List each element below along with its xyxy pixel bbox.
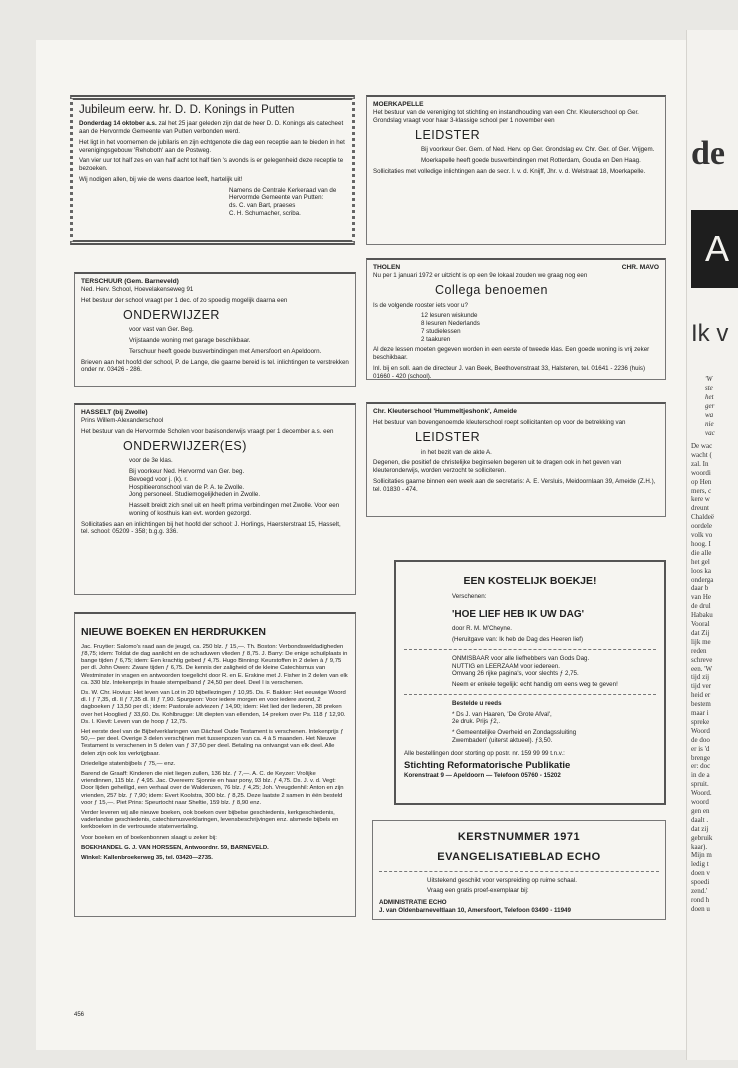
jubileum-date: Donderdag 14 oktober a.s. xyxy=(79,120,157,128)
terschuur-line-3: Terschuur heeft goede busverbindingen met Amersfoort en Apeldoorn. xyxy=(129,347,322,355)
facing-page-line: spreke xyxy=(691,717,710,726)
facing-page-line: mers, c xyxy=(691,486,712,495)
tholen-question: Is de volgende rooster iets voor u? xyxy=(373,301,468,309)
echo-divider xyxy=(379,871,659,872)
facing-page-line: woord xyxy=(691,798,709,806)
booklet-m3: Omvang 26 rijke pagina's, voor slechts ƒ 2,75. xyxy=(452,670,579,678)
moerkapelle-ad xyxy=(366,95,666,245)
ameide-line-1: in het bezit van de akte A. xyxy=(421,448,492,456)
facing-page-line: maar i xyxy=(691,709,709,717)
books-title: NIEUWE BOEKEN EN HERDRUKKEN xyxy=(81,626,266,638)
booklet-b2: 2e druk. Prijs ƒ2,. xyxy=(452,718,501,726)
facing-page-line: er: doc xyxy=(691,762,711,771)
hasselt-line-5: Jong personeel. Studiemogelijkheden in Zwolle. xyxy=(129,491,261,499)
booklet-b3: * Gemeentelijke Overheid en Zondagssluiting xyxy=(452,729,577,737)
tholen-position: Collega benoemen xyxy=(435,282,548,297)
booklet-author: door R. M. M'Cheyne. xyxy=(452,625,512,633)
moerkapelle-line-1: Bij voorkeur Ger. Gem. of Ned. Herv. op Ger. Grondslag ev. Chr. Ger. of Ger. Vrijgem. xyxy=(421,146,655,154)
facing-page-heading: Ik v xyxy=(691,320,729,347)
ameide-p2: Sollicitaties gaarne binnen een week aan de secretaris: A. E. Versluis, Meidoornlaan 39, Ameide (Z.H.), tel. 01830 - 474. xyxy=(373,477,656,493)
facing-page-line: heid er xyxy=(691,691,711,700)
books-p7: Voor boeken en of boekenbonnen slaagt u zeker bij: xyxy=(81,834,217,841)
facing-page-line: op Hen xyxy=(691,477,712,486)
terschuur-heading: TERSCHUUR (Gem. Barneveld) xyxy=(81,278,179,285)
facing-page-line: Vooral xyxy=(691,620,710,628)
terschuur-sub: Ned. Herv. School, Hoevelakenseweg 91 xyxy=(81,286,194,294)
ameide-ad xyxy=(366,402,666,517)
jubileum-p1: zal het 25 jaar geleden zijn dat de heer D. D. Konings als catecheet aan de Hervormde Gemeente van Putten verbonden werd. xyxy=(79,120,344,136)
facing-page-line: doen u xyxy=(691,904,710,913)
echo-address: J. van Oldenbarneveltlaan 10, Amersfoort, Telefoon 03490 - 11949 xyxy=(379,906,571,914)
facing-page-line: Chaldeë xyxy=(691,513,714,522)
hasselt-intro: Het bestuur van de Hervormde Scholen voor basisonderwijs vraagt per 1 december a.s. een xyxy=(81,427,334,435)
tholen-line-2: 8 lesuren Nederlands xyxy=(421,320,480,328)
facing-page-line: De wac xyxy=(691,442,713,450)
terschuur-ad xyxy=(74,272,356,387)
hasselt-ad xyxy=(74,403,356,595)
booklet-address: Korenstraat 9 — Apeldoorn — Telefoon 05760 - 15202 xyxy=(404,772,561,780)
jubileum-p3: Van vier uur tot half zes en van half acht tot half tien 's avonds is er gelegenheid deze receptie te bezoeken. xyxy=(79,157,344,173)
booklet-stichting: Stichting Reformatorische Publikatie xyxy=(404,760,571,772)
facing-page-line: de drul xyxy=(691,602,711,611)
facing-page-line: Mijn m xyxy=(691,851,712,860)
facing-page-line: volk vo xyxy=(691,531,713,539)
echo-p2: Vraag een gratis proef-exemplaar bij: xyxy=(427,887,529,895)
moerkapelle-outro: Sollicitaties met volledige inlichtingen aan de secr. I. v. d. Knijff, Jhr. v. d. Welstraat 18, Moerkapelle. xyxy=(373,167,646,175)
booklet-divider-1 xyxy=(404,649,656,650)
facing-page-italic-line: vac xyxy=(705,429,715,437)
facing-page-line: wacht ( xyxy=(691,450,712,459)
facing-page-line: onderga xyxy=(691,575,714,584)
booklet-b1: * Ds J. van Haaren, 'De Grote Afval', xyxy=(452,710,552,718)
facing-page-line: daalt . xyxy=(691,815,709,824)
terschuur-outro: Brieven aan het hoofd der school, P. de Lange, die gaarne bereid is tel. inlichtingen te verstrekken onder nr. 03426 - 286. xyxy=(81,358,349,374)
facing-page-black-box xyxy=(691,210,738,288)
facing-page-line: gen en xyxy=(691,806,710,815)
facing-page-line: Woord. xyxy=(691,789,712,798)
booklet-divider-2 xyxy=(404,694,656,695)
facing-page-line: dreunt xyxy=(691,504,709,513)
books-store-address: Winkel: Kallenbroekerweg 35, tel. 03420—2735. xyxy=(81,855,213,862)
jubileum-sign-1: Namens de Centrale Kerkeraad van de xyxy=(229,186,337,194)
facing-page xyxy=(686,30,738,1060)
facing-page-line: het gel xyxy=(691,557,710,566)
hasselt-position: ONDERWIJZER(ES) xyxy=(123,438,247,453)
books-ad xyxy=(74,612,356,917)
hasselt-line-1: voor de 3e klas. xyxy=(129,457,173,465)
facing-page-line: doen v xyxy=(691,869,710,878)
tholen-heading: THOLEN xyxy=(373,264,401,271)
hasselt-line-4: Hospitieeronschool van de P. A. te Zwolle. xyxy=(129,483,245,491)
hasselt-heading: HASSELT (bij Zwolle) xyxy=(81,409,148,416)
facing-page-line: een. 'W xyxy=(691,664,713,673)
facing-page-line: die alle xyxy=(691,548,712,557)
jubileum-p2: Het ligt in het voornemen de jubilaris en zijn echtgenote die dag een receptie aan te bieden in het verenigingsgebouw 'Rehoboth' aan de Postweg. xyxy=(79,138,345,154)
terschuur-line-2: Vrijstaande woning met garage beschikbaar. xyxy=(129,337,251,345)
booklet-heruitgave: (Heruitgave van: Ik heb de Dag des Heeren lief) xyxy=(452,636,584,644)
facing-page-italic-line: 'W xyxy=(705,375,713,383)
facing-page-line: spruit. xyxy=(691,780,709,789)
booklet-b4: Zwembaden' (uiterst aktueel). ƒ3,50. xyxy=(452,736,553,744)
moerkapelle-position: LEIDSTER xyxy=(415,127,481,142)
books-p2: Ds. W. Chr. Hovius: Het leven van Lot in 20 bijbellezingen ƒ 10,95. Ds. F. Bakker: Het eeuwige Woord dl. I ƒ 7,35, dl. II ƒ 7,35 dl. III ƒ 7,90. Spurgeon: Voor iedere morgen en voor iedere avond, 2 dagboeken ƒ 13,50 per dl.; idem: Pastorale adviezen ƒ 14,90; idem: Het lied der liederen, 38 preken over het Hooglied ƒ 33,60. Ds. Kohlbrugge: Uit diepten van ellenden, 14 preken over Ps. 118 ƒ 12,90. Ds. I. Kievit: Leven van de hoop ƒ 12,75. xyxy=(81,690,346,725)
books-p1: Jac. Fruytier: Salomo's raad aan de jeugd, ca. 250 blz. ƒ 15,—. Th. Boston: Verbondsweldadigheden ƒ8,75; idem: Toldat de dag aanlicht en de schaduwen vlieden ƒ 8,75. J. Barry: De enige schuilplaats in bange tijden ƒ 6,75; idem: Een krachtig gebed ƒ 4,75. Hugo Binning: Keurstoffen in 2 delen à ƒ 9,75 per dl. John Owen: Zware tijden ƒ 6,75. De kennis der zaligheid of de kleine Catechismus van Westminster in vragen en antwoorden toegelicht door R. en E. Erskine met J. Fisher in 2 delen van elk ca. 330 blz. Intekenprijs in fraaie stempelband ƒ 24,50 per deel. Deel I is verschenen. xyxy=(81,643,348,686)
booklet-title: EEN KOSTELIJK BOEKJE! xyxy=(463,575,597,587)
facing-page-line: dat Zij xyxy=(691,628,710,637)
jubileum-notice xyxy=(70,95,355,245)
terschuur-intro: Het bestuur der school vraagt per 1 dec. of zo spoedig mogelijk daarna een xyxy=(81,296,288,304)
facing-page-line: de doo xyxy=(691,735,710,744)
books-p5: Barend de Graaff: Kinderen die niet liegen zullen, 136 blz. ƒ 7,—. A. C. de Keyzer: Vrolijke vriendinnen, 115 blz. ƒ 4,95. Jac. Overeem: Sjonnie en haar pony, 93 blz. ƒ 4,75. Ds. J. v. d. Vegt: Door lijden geheiligd, een verhaal over de Waldenzen, 76 blz. ƒ 4,25; Joh. Vreugdenhil: Anton en zijn vrienden, 257 blz. ƒ 7,90; idem: Evert Koolstra, 300 blz. ƒ 8,25. Deze laatste 2 samen in één besteld voor ƒ 15,—. Piet Prins: Speurtocht naar Sheltie, 159 blz. ƒ 8,90 enz. xyxy=(81,771,344,806)
booklet-m2: NUTTIG en LEERZAAM voor iedereen. xyxy=(452,662,560,670)
tholen-line-1: 12 lesuren wiskunde xyxy=(421,312,478,320)
booklet-m4: Neem er enkele tegelijk: echt handig om eens weg te geven! xyxy=(452,681,618,689)
facing-page-italic-line: het xyxy=(705,393,714,401)
facing-page-line: hoog. I xyxy=(691,539,711,548)
echo-ad xyxy=(372,820,666,920)
books-p4: Driedelige statenbijbels ƒ 75,— enz. xyxy=(81,760,176,767)
facing-page-line: schreve xyxy=(691,655,713,664)
ameide-position: LEIDSTER xyxy=(415,429,481,444)
facing-page-italic-line: wa xyxy=(705,411,714,419)
booklet-m1: ONMISBAAR voor alle liefhebbers van Gods Dag. xyxy=(452,654,590,662)
facing-page-line: zal. In xyxy=(691,459,709,468)
tholen-line-4: 2 taakuren xyxy=(421,335,451,343)
terschuur-position: ONDERWIJZER xyxy=(123,307,220,322)
tholen-line-3: 7 studielessen xyxy=(421,327,461,335)
ameide-p1: Degenen, die positief de christelijke beginselen begeren uit te dragen ook in het geven van kleuteronderwijs, worden verzocht te solliciteren. xyxy=(373,459,622,475)
hasselt-outro: Sollicitaties aan en inlichtingen bij het hoofd der school: J. Horlings, Haersterstraat 15, Hasselt, tel. school: 05209 - 358; b.g.g. 336. xyxy=(81,520,341,536)
jubileum-title: Jubileum eerw. hr. D. D. Konings in Putten xyxy=(79,104,295,116)
ameide-heading: Chr. Kleuterschool 'Hummeltjeshonk', Ameide xyxy=(373,408,517,415)
tholen-school-type: CHR. MAVO xyxy=(621,264,659,271)
facing-page-line: zend.' xyxy=(691,887,708,895)
facing-page-italic-line: nie xyxy=(705,420,714,428)
facing-page-line: tijd ver xyxy=(691,682,712,691)
hasselt-line-6: Hasselt breidt zich snel uit en heeft prima verbindingen met Zwolle. Voor een woning of kosthuis kan evt. worden gezorgd. xyxy=(129,502,340,517)
moerkapelle-intro: Het bestuur van de vereniging tot stichting en instandhouding van een Chr. Kleuterschool op Ger. Grondslag vraagt voor haar 3-klassige school per 1 november een xyxy=(373,109,639,124)
booklet-ad xyxy=(394,560,666,805)
facing-page-line: van He xyxy=(691,593,712,602)
echo-p1: Uitstekend geschikt voor verspreiding op ruime schaal. xyxy=(427,876,577,884)
facing-page-line: kere w xyxy=(691,495,710,504)
hasselt-sub: Prins Willem-Alexanderschool xyxy=(81,417,164,425)
tholen-intro: Nu per 1 januari 1972 er uitzicht is op een 9e lokaal zouden we graag nog een xyxy=(373,272,588,280)
facing-page-title: de xyxy=(691,135,725,172)
hasselt-line-2: Bij voorkeur Ned. Hervormd van Ger. beg. xyxy=(129,468,245,476)
facing-page-line: lijk me xyxy=(691,637,711,646)
facing-page-line: kaar). xyxy=(691,842,708,851)
facing-page-line: loos ka xyxy=(691,566,712,575)
books-p3: Het eerste deel van de Bijbelverklaringen van Dächsel Oude Testament is verschenen. Intekenprijs ƒ 50,— per deel. Overige 3 delen verschijnen met tussenpozen van ca. 4 à 5 maanden. Het Nieuwe Testament is verschenen in 5 delen van ƒ 37,50 per deel. Betaling na ontvangst van elk deel. Alle delen zijn ook los verkrijgbaar. xyxy=(81,729,344,757)
facing-page-line: daar b xyxy=(691,584,709,593)
tholen-p1: Al deze lessen moeten gegeven worden in een eerste of tweede klas. Een goede woning is vrij zeker beschikbaar. xyxy=(373,346,650,362)
booklet-quote-title: 'HOE LIEF HEB IK UW DAG' xyxy=(452,608,584,620)
echo-admin: ADMINISTRATIE ECHO xyxy=(379,899,447,906)
moerkapelle-line-2: Moerkapelle heeft goede busverbindingen met Rotterdam, Gouda en Den Haag. xyxy=(421,157,641,165)
booklet-verschenen: Verschenen: xyxy=(452,593,487,601)
facing-page-line: ledig t xyxy=(691,860,709,869)
facing-page-line: Habaku xyxy=(691,611,713,620)
ameide-intro: Het bestuur van bovengenoemde kleuterschool roept sollicitanten op voor de betrekking van xyxy=(373,419,626,427)
facing-page-line: reden xyxy=(691,646,707,655)
facing-page-line: woordi xyxy=(691,468,711,477)
tholen-ad xyxy=(366,258,666,380)
facing-page-line: dat zij xyxy=(691,824,709,833)
facing-page-line: bestem xyxy=(691,700,711,709)
facing-page-line: spoedi xyxy=(691,878,710,887)
booklet-order: Alle bestellingen door storting op postr. nr. 159 99 99 t.n.v.: xyxy=(404,749,565,757)
facing-page-box-letter: A xyxy=(705,228,730,269)
facing-page-line: brenge xyxy=(691,753,711,762)
page-number: 456 xyxy=(74,1012,85,1018)
facing-page-italic-line: ger xyxy=(705,402,715,410)
books-shop: BOEKHANDEL G. J. VAN HORSSEN, Antwoordnr. 59, BARNEVELD. xyxy=(81,844,269,851)
books-p6: Verder leveren wij alle nieuwe boeken, ook boeken over bijbelse geschiedenis, kerkgeschiedenis, vaderlandse geschiedenis, catechismusverklaringen, levensbeschrijvingen enz. alsmede bijbels en kerkboeken in de vertrouwde statenvertaling. xyxy=(81,810,339,831)
jubileum-p4: Wij nodigen allen, bij wie de wens daartoe leeft, hartelijk uit! xyxy=(79,175,243,183)
booklet-bestelde: Bestelde u reeds xyxy=(452,699,502,707)
facing-page-line: oordele xyxy=(691,522,712,531)
jubileum-sign-3: ds. C. van Bart, praeses xyxy=(229,202,296,210)
facing-page-italic-line: ste xyxy=(705,384,713,392)
facing-page-line: Woord xyxy=(691,726,710,735)
facing-page-line: in de a xyxy=(691,771,710,780)
tholen-p2: Inl. bij en soll. aan de directeur J. van Beek, Beethovenstraat 33, Halsteren, tel. 01641 - 2236 (huis) 01660 - 420 (school). xyxy=(373,364,646,380)
facing-page-line: tijd zij xyxy=(691,673,710,682)
moerkapelle-heading: MOERKAPELLE xyxy=(373,101,424,108)
echo-title-2: EVANGELISATIEBLAD ECHO xyxy=(437,850,601,863)
facing-page-line: rond h xyxy=(691,895,710,904)
jubileum-sign-4: C. H. Schumacher, scriba. xyxy=(229,209,301,217)
echo-title-1: KERSTNUMMER 1971 xyxy=(457,831,581,843)
facing-page-line: er is 'd xyxy=(691,744,710,753)
hasselt-line-3: Bevoegd voor j. (k). r. xyxy=(129,475,188,483)
terschuur-line-1: voor vast van Ger. Beg. xyxy=(129,326,194,334)
jubileum-sign-2: Hervormde Gemeente van Putten: xyxy=(229,194,324,202)
facing-page-line: gebruik xyxy=(691,833,713,842)
